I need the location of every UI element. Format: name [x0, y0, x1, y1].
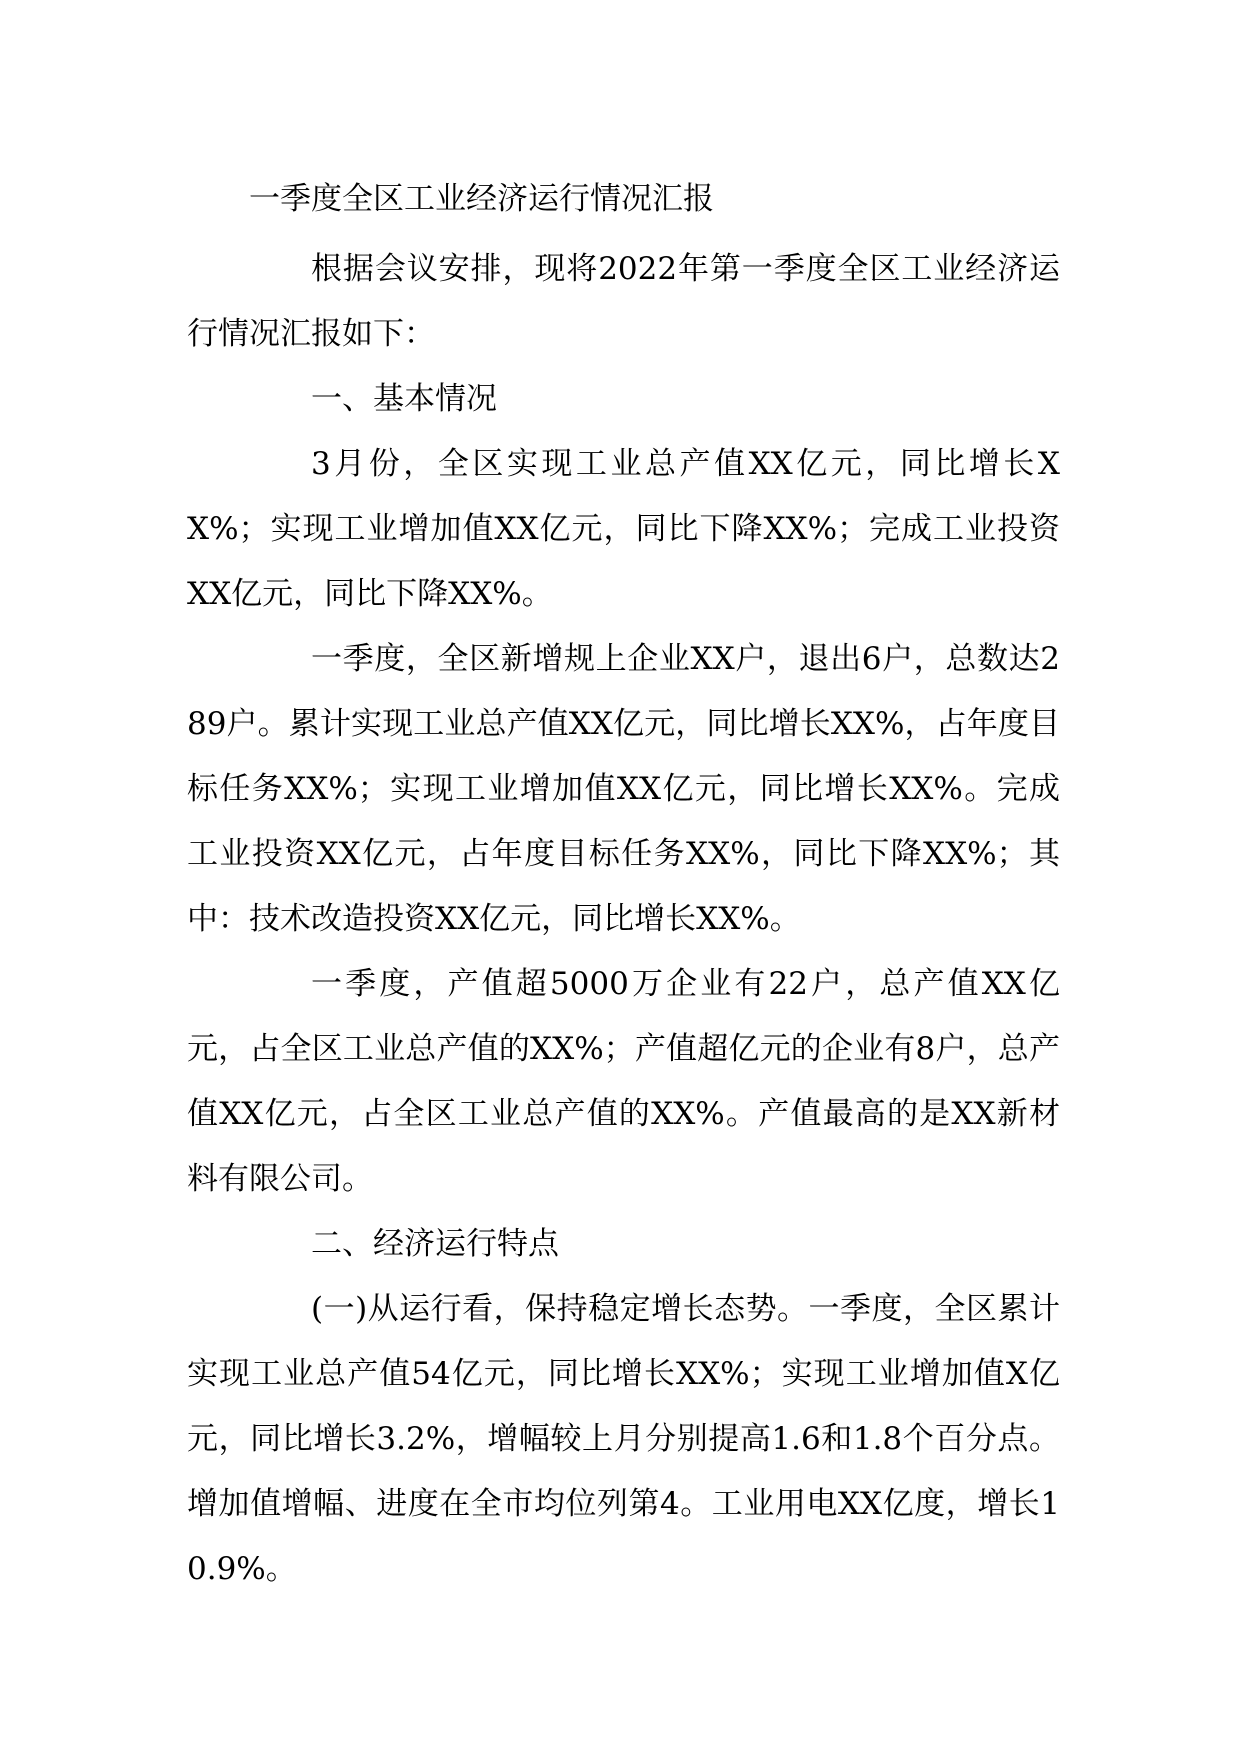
paragraph-operation-trend: (一)从运行看，保持稳定增长态势。一季度，全区累计实现工业总产值54亿元，同比增长XX%；实现工业增加值X亿元，同比增长3.2%，增幅较上月分别提高1.6和1.8个百分点。增加值增幅、进度在全市均位列第4。工业用电XX亿度，增长10.9%。 [187, 1291, 1060, 1587]
section-heading-features: 二、经济运行特点 [311, 1226, 559, 1262]
document-title: 一季度全区工业经济运行情况汇报 [249, 181, 714, 217]
section-heading-basic: 一、基本情况 [311, 381, 497, 417]
intro-paragraph: 根据会议安排，现将2022年第一季度全区工业经济运行情况汇报如下： [187, 251, 1060, 352]
paragraph-q1-output: 一季度，产值超5000万企业有22户，总产值XX亿元，占全区工业总产值的XX%；产值超亿元的企业有8户，总产值XX亿元，占全区工业总产值的XX%。产值最高的是XX新材料有限公司。 [187, 966, 1060, 1197]
paragraph-q1-enterprises: 一季度，全区新增规上企业XX户，退出6户，总数达289户。累计实现工业总产值XX亿元，同比增长XX%，占年度目标任务XX%；实现工业增加值XX亿元，同比增长XX%。完成工业投资XX亿元，占年度目标任务XX%，同比下降XX%；其中：技术改造投资XX亿元，同比增长XX%。 [187, 641, 1060, 937]
paragraph-march-summary: 3月份，全区实现工业总产值XX亿元，同比增长XX%；实现工业增加值XX亿元，同比下降XX%；完成工业投资XX亿元，同比下降XX%。 [187, 446, 1060, 612]
document-body [187, 162, 1060, 1602]
